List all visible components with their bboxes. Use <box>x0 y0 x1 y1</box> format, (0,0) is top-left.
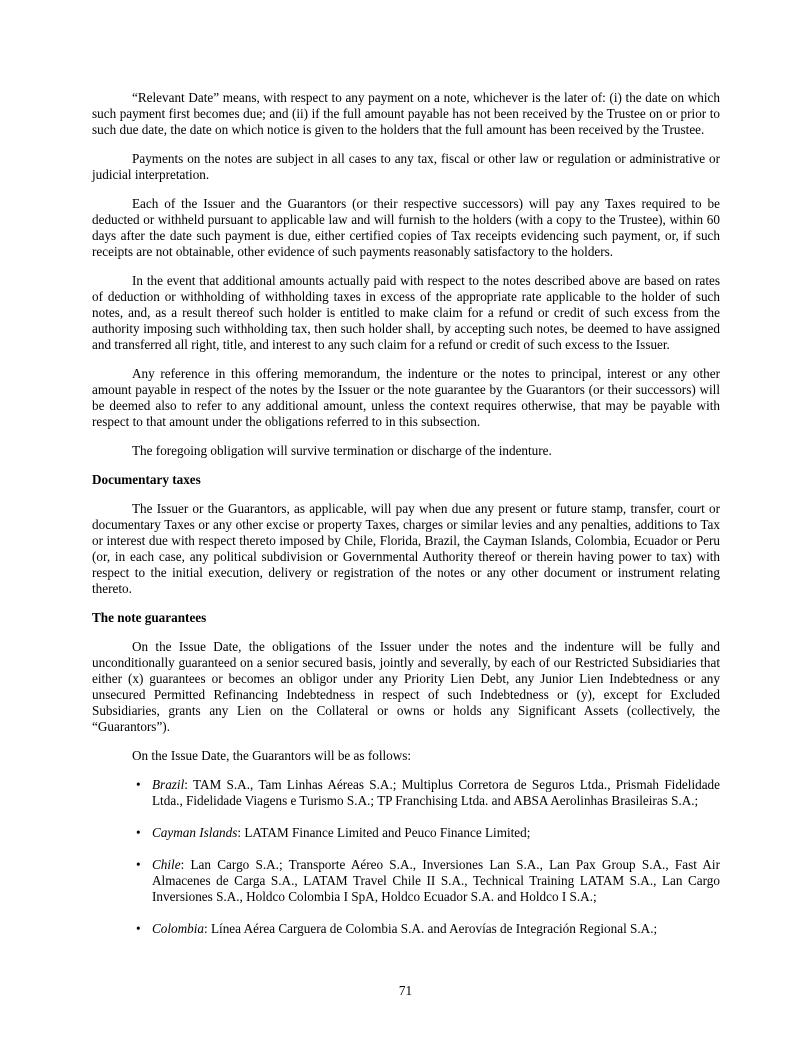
bullet-item-brazil <box>92 777 720 809</box>
bullet-icon: • <box>136 857 141 872</box>
paragraph-foregoing-obligation: The foregoing obligation will survive termination or discharge of the indenture. <box>132 443 552 458</box>
bullet-item-cayman-islands <box>92 825 720 841</box>
paragraph-relevant-date: “Relevant Date” means, with respect to any payment on a note, whichever is the later of: (i) the date on which such payment first becomes due; and (ii) if the full amount payable has not been received by the Trustee on or prior to such due date, the date on which notice is given to the holders that the full amount has been received by the Trustee. <box>92 90 720 137</box>
paragraph-guarantors-follows: On the Issue Date, the Guarantors will be as follows: <box>132 748 412 763</box>
bullet-country-label: Cayman Islands <box>152 825 238 840</box>
document-body <box>92 90 720 953</box>
page-number: 71 <box>398 983 413 998</box>
section-heading-note-guarantees: The note guarantees <box>92 610 207 625</box>
bullet-country-label: Brazil <box>152 777 185 792</box>
guarantors-bullet-list <box>92 777 720 937</box>
paragraph-in-the-event: In the event that additional amounts actually paid with respect to the notes described above are based on rates of deduction or withholding of withholding taxes in excess of the appropriate rate applicable to the holder of such notes, and, as a result thereof such holder is entitled to make claim for a refund or credit of such excess from the authority imposing such withholding tax, then such holder shall, by accepting such notes, be deemed to have assigned and transferred all right, title, and interest to any such claim for a refund or credit of such excess to the Issuer. <box>92 273 720 352</box>
paragraph-on-issue-date: On the Issue Date, the obligations of the Issuer under the notes and the indenture will be fully and unconditionally guaranteed on a senior secured basis, jointly and severally, by each of our Restricted Subsidiaries that either (x) guarantees or becomes an obligor under any Priority Lien Debt, any Junior Lien Indebtedness or any unsecured Permitted Refinancing Indebtedness in respect of such Indebtedness or (y), except for Excluded Subsidiaries, grants any Lien on the Collateral or owns or holds any Significant Assets (collectively, the “Guarantors”). <box>92 639 720 734</box>
bullet-icon: • <box>136 921 141 936</box>
bullet-icon: • <box>136 825 141 840</box>
paragraph-payments: Payments on the notes are subject in all cases to any tax, fiscal or other law or regulation or administrative or judicial interpretation. <box>92 151 720 182</box>
bullet-item-chile <box>92 857 720 905</box>
paragraph-any-reference: Any reference in this offering memorandum, the indenture or the notes to principal, interest or any other amount payable in respect of the notes by the Issuer or the note guarantee by the Guarantors (or their successors) will be deemed also to refer to any additional amount, unless the context requires otherwise, that may be payable with respect to that amount under the obligations referred to in this subsection. <box>92 366 720 429</box>
bullet-country-label: Chile <box>152 857 181 872</box>
bullet-body-text: : Línea Aérea Carguera de Colombia S.A. and Aerovías de Integración Regional S.A.; <box>204 921 658 936</box>
paragraph-issuer-guarantors-pay: The Issuer or the Guarantors, as applicable, will pay when due any present or future stamp, transfer, court or documentary Taxes or any other excise or property Taxes, charges or similar levies and any penalties, additions to Tax or interest due with respect thereto imposed by Chile, Florida, Brazil, the Cayman Islands, Colombia, Ecuador or Peru (or, in each case, any political subdivision or Governmental Authority thereof or therein having power to tax) with respect to the initial execution, delivery or registration of the notes or any other document or instrument relating thereto. <box>92 501 720 596</box>
bullet-body-text: : Lan Cargo S.A.; Transporte Aéreo S.A., Inversiones Lan S.A., Lan Pax Group S.A., Fast Air Almacenes de Carga S.A., LATAM Travel Chile II S.A., Technical Training LATAM S.A., Lan Cargo Inversiones S.A., Holdco Colombia I SpA, Holdco Ecuador S.A. and Holdco I S.A.; <box>152 857 720 904</box>
bullet-body-text: : LATAM Finance Limited and Peuco Finance Limited; <box>237 825 531 840</box>
bullet-icon: • <box>136 777 141 792</box>
section-heading-documentary-taxes: Documentary taxes <box>92 472 201 487</box>
bullet-country-label: Colombia <box>152 921 205 936</box>
bullet-body-text: : TAM S.A., Tam Linhas Aéreas S.A.; Multiplus Corretora de Seguros Ltda., Prismah Fidelidade Ltda., Fidelidade Viagens e Turismo S.A.; TP Franchising Ltda. and ABSA Aerolinhas Brasileiras S.A.; <box>152 777 720 808</box>
paragraph-each-issuer: Each of the Issuer and the Guarantors (or their respective successors) will pay any Taxes required to be deducted or withheld pursuant to applicable law and will furnish to the holders (with a copy to the Trustee), within 60 days after the date such payment is due, either certified copies of Tax receipts evidencing such payment, or, if such receipts are not obtainable, other evidence of such payments reasonably satisfactory to the holders. <box>92 196 720 259</box>
bullet-item-colombia <box>92 921 720 937</box>
